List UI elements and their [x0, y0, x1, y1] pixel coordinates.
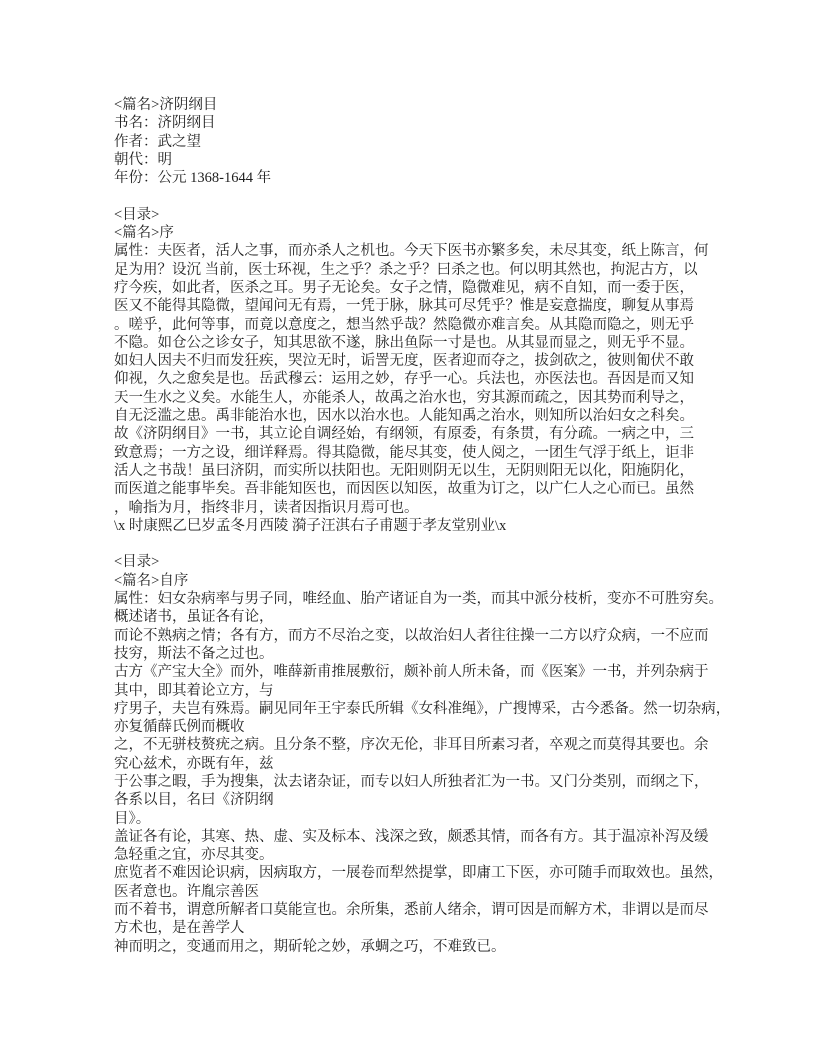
text-line: <篇名>序 — [114, 225, 174, 242]
text-line: 故《济阴纲目》一书，其立论自调经始，有纲领，有原委，有条贯，有分疏。一病之中，三 — [114, 426, 694, 443]
text-line: <目录> — [114, 554, 160, 571]
text-line — [114, 535, 774, 553]
text-line: 急轻重之宜，亦尽其变。 — [114, 847, 274, 864]
text-line: <目录> — [114, 206, 160, 223]
text-line — [114, 187, 774, 205]
text-line: 仰视，久之愈矣是也。岳武穆云：运用之妙，存乎一心。兵法也，亦医法也。吾因是而又知 — [114, 371, 694, 388]
text-line: 疗男子，夫岂有殊焉。嗣见同年王宇泰氏所辑《女科准绳》，广搜博采，古今悉备。然一切杂病， — [114, 700, 731, 717]
text-line: <篇名>自序 — [114, 572, 189, 589]
text-line: 。嗟乎，此何等事，而竟以意度之，想当然乎哉？然隐微亦难言矣。从其隐而隐之，则无乎 — [114, 316, 694, 333]
text-line: 究心兹术，亦既有年，兹 — [114, 755, 274, 772]
text-line: 作者：武之望 — [114, 133, 201, 150]
text-line: 不隐。如仓公之诊女子，知其思欲不遂，脉出鱼际一寸是也。从其显而显之，则无乎不显。 — [114, 334, 694, 351]
text-line: 各系以目，名曰《济阴纲 — [114, 792, 274, 809]
text-line: 而不着书，谓意所解者口莫能宣也。余所集，悉前人绪余，谓可因是而解方术，非谓以是而尽 — [114, 902, 709, 919]
text-line: 之，不无骈枝赘疣之病。且分条不整，序次无伦，非耳目所素习者，卒观之而莫得其要也。余 — [114, 737, 709, 754]
text-line: 书名：济阴纲目 — [114, 115, 216, 132]
document-text — [114, 96, 774, 956]
text-line: 技穷，斯法不备之过也。 — [114, 645, 274, 662]
text-line: 方术也，是在善学人 — [114, 920, 245, 937]
text-line: 医者意也。许胤宗善医 — [114, 883, 259, 900]
text-line: 足为用？设沉 当前，医士环视，生之乎？杀之乎？曰杀之也。何以明其然也，拘泥古方，以 — [114, 261, 698, 278]
text-line: 致意焉；一方之设，细详释焉。得其隐微，能尽其变，使人阅之，一团生气浮于纸上，讵非 — [114, 444, 694, 461]
text-line: 于公事之暇，手为搜集，汰去诸杂证，而专以妇人所独者汇为一书。又门分类别，而纲之下， — [114, 773, 709, 790]
text-line: 属性：妇女杂病率与男子同，唯经血、胎产诸证自为一类，而其中派分枝析，变亦不可胜穷矣。 — [114, 591, 723, 608]
text-line: <篇名>济阴纲目 — [114, 97, 218, 113]
text-line: 属性：夫医者，活人之事，而亦杀人之机也。今天下医书亦繁多矣，未尽其变，纸上陈言，何 — [114, 243, 709, 260]
text-line: 而论不熟病之情；各有方，而方不尽治之变，以故治妇人者往往操一二方以疗众病，一不应而 — [114, 627, 709, 644]
text-line: 年份：公元 1368-1644 年 — [114, 170, 272, 187]
text-line: 盖证各有论，其寒、热、虚、实及标本、浅深之致，颇悉其情，而各有方。其于温凉补泻及缓 — [114, 828, 709, 845]
text-line: 而医道之能事毕矣。吾非能知医也，而因医以知医，故重为订之，以广仁人之心而已。虽然 — [114, 481, 694, 498]
text-line: 古方《产宝大全》而外，唯薛新甫推展敷衍，颇补前人所未备，而《医案》一书，并列杂病于 — [114, 664, 709, 681]
text-line: 如妇人因夫不归而发狂疾，哭泣无时，诟詈无度，医者迎而夺之，拔剑砍之，彼则匍伏不敢 — [114, 353, 694, 370]
text-line: 其中，即其着论立方，与 — [114, 682, 274, 699]
text-line: 概述诸书，虽证各有论， — [114, 609, 274, 626]
text-line: 疗今疾，如此者，医杀之耳。男子无论矣。女子之情，隐微难见，病不自知，而一委于医， — [114, 279, 694, 296]
text-line: 目》。 — [114, 810, 151, 827]
text-line: 天一生水之义矣。水能生人，亦能杀人，故禹之治水也，穷其源而疏之，因其势而利导之， — [114, 389, 694, 406]
text-line: \x 时康熙乙巳岁孟冬月西陵 漪子汪淇右子甫题于孝友堂别业\x — [114, 517, 507, 534]
text-line: ，喻指为月，指终非月，读者因指识月焉可也。 — [114, 499, 419, 516]
text-line: 神而明之，变通而用之，期斫轮之妙，承蜩之巧，不难致已。 — [114, 938, 506, 955]
text-line: 医又不能得其隐微，望闻问无有焉，一凭于脉，脉其可尽凭乎？惟是妄意揣度，聊复从事焉 — [114, 298, 694, 315]
text-line: 亦复循薛氏例而概收 — [114, 719, 245, 736]
text-line: 庶览者不难因论识病，因病取方，一展卷而犁然提掌，即庸工下医，亦可随手而取效也。虽然， — [114, 865, 723, 882]
text-line: 自无泛滥之患。禹非能治水也，因水以治水也。人能知禹之治水，则知所以治妇女之科矣。 — [114, 408, 694, 425]
text-line: 朝代：明 — [114, 151, 172, 168]
text-line: 活人之书哉！虽曰济阴，而实所以扶阳也。无阳则阴无以生，无阴则阳无以化，阳施阴化， — [114, 462, 694, 479]
